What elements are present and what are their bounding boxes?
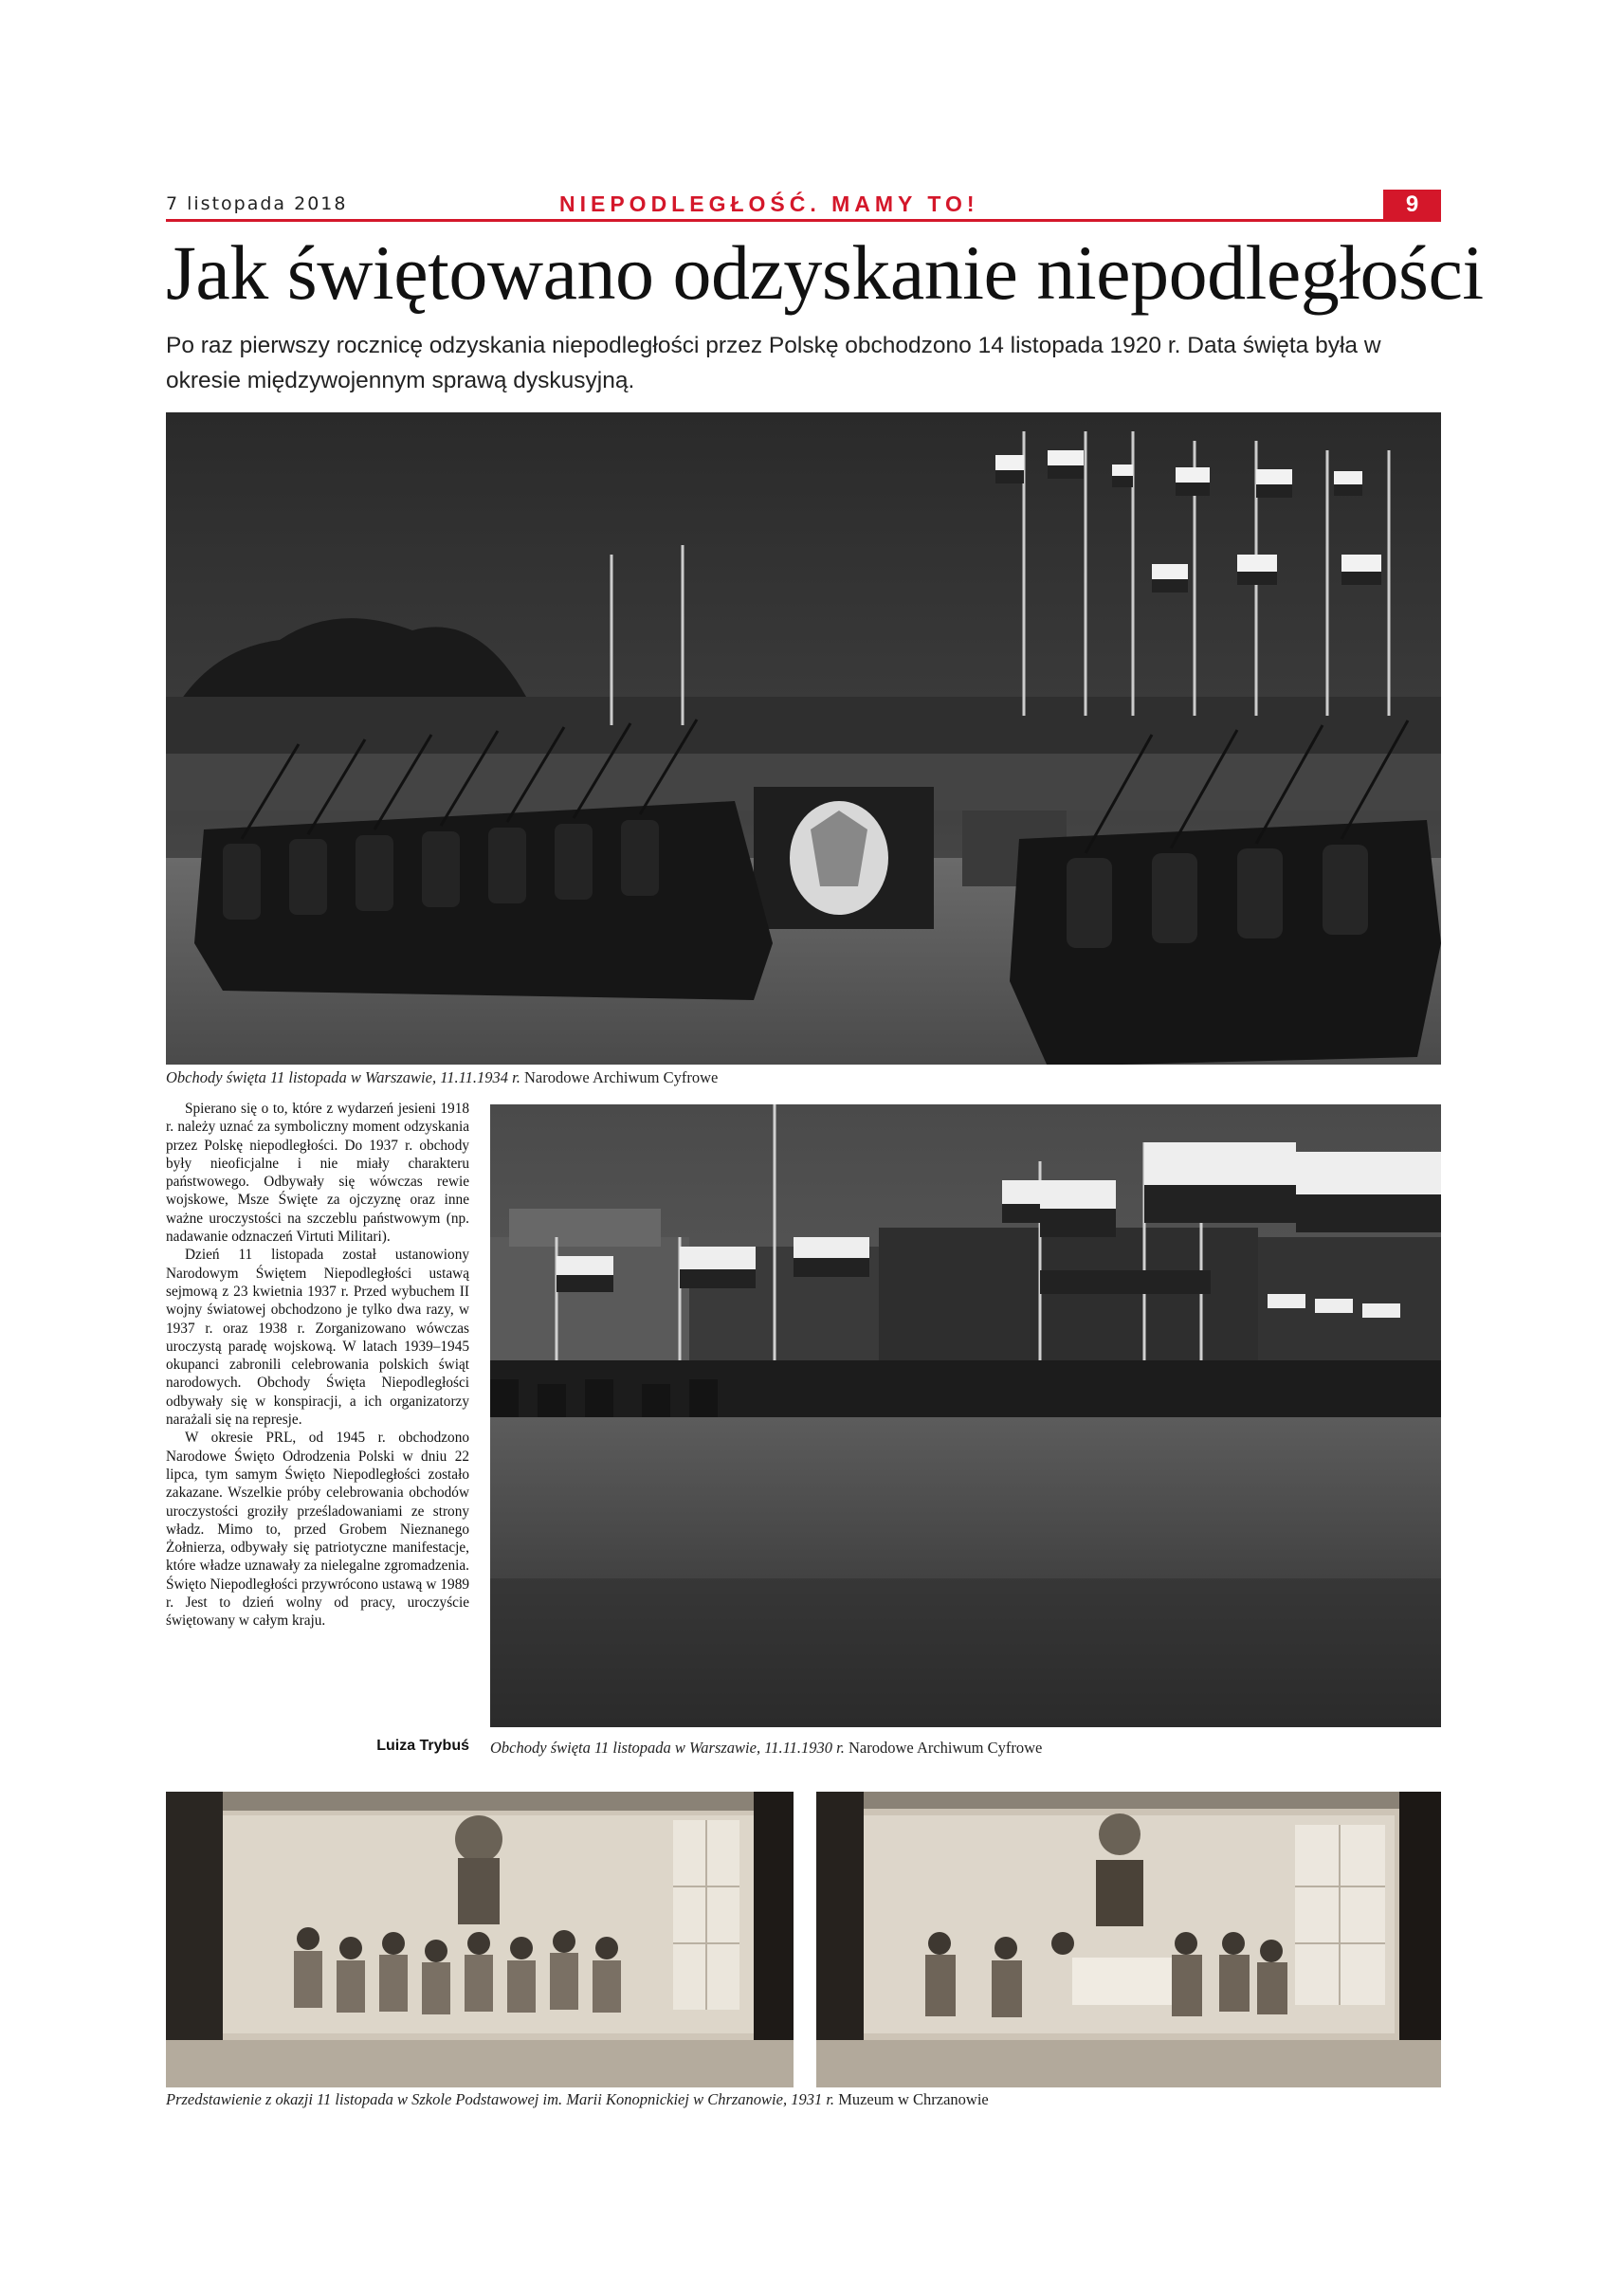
page-number: 9	[1383, 190, 1441, 219]
headline: Jak świętowano odzyskanie niepodległości	[166, 229, 1484, 316]
school-performance-photo-left	[166, 1792, 794, 2087]
lead-paragraph: Po raz pierwszy rocznicę odzyskania niepodległości przez Polskę obchodzono 14 listopada 1920 r. Data święta była w okresie międzywojennym sprawą dyskusyjną.	[166, 333, 1381, 393]
caption-credit: Muzeum w Chrzanowie	[838, 2090, 989, 2108]
photo-caption-1	[166, 1068, 718, 1087]
article-paragraph: Dzień 11 listopada został ustanowiony Narodowym Świętem Niepodległości ustawą sejmową z 23 kwietnia 1937 r. Przed wybuchem II wojny światowej obchodzono je tylko dwa razy, w 1937 r. oraz 1938 r. Zorganizowano wówczas uroczystą paradę wojskową. W latach 1939–1945 okupanci zabronili celebrowania polskich świąt narodowych. Obchody Święta Niepodległości odbywały się w konspiracji, a ich organizatorzy narażali się na represje.	[166, 1247, 469, 1429]
article-paragraph: Spierano się o to, które z wydarzeń jesieni 1918 r. należy uznać za symboliczny moment odzyskania przez Polskę niepodległości. Do 1937 r. obchody były nieoficjalne i nie miały charakteru państwowego. Odbywały się wówczas rewie wojskowe, Msze Święte za ojczyznę oraz inne ważne uroczystości na szczeblu państwowym (np. nadawanie odznaczeń Virtuti Militari).	[166, 1101, 469, 1246]
caption-text: Obchody święta 11 listopada w Warszawie, 11.11.1930 r.	[490, 1739, 845, 1757]
ceremony-photo-1930	[490, 1104, 1441, 1727]
caption-text: Obchody święta 11 listopada w Warszawie, 11.11.1934 r.	[166, 1068, 520, 1086]
caption-credit: Narodowe Archiwum Cyfrowe	[524, 1068, 719, 1086]
caption-text: Przedstawienie z okazji 11 listopada w Szkole Podstawowej im. Marii Konopnickiej w Chrzanowie, 1931 r.	[166, 2090, 835, 2108]
section-title: NIEPODLEGŁOŚĆ. MAMY TO!	[559, 191, 979, 216]
caption-credit: Narodowe Archiwum Cyfrowe	[848, 1739, 1043, 1757]
article-paragraph: W okresie PRL, od 1945 r. obchodzono Narodowe Święto Odrodzenia Polski w dniu 22 lipca, tym samym Święto Niepodległości zostało zakazane. Wszelkie próby celebrowania obchodów uroczystości groziły prześladowaniami ze strony władz. Mimo to, przed Grobem Nieznanego Żołnierza, odbywały się patriotyczne manifestacje, które władze uznawały za nielegalne zgromadzenia. Święto Niepodległości przywrócono ustawą w 1989 r. Jest to dzień wolny od pracy, uroczyście świętowany w całym kraju.	[166, 1430, 469, 1630]
header-rule	[166, 219, 1441, 222]
article-body	[166, 1100, 469, 1631]
photo-caption-3	[166, 2090, 989, 2109]
parade-photo-1934	[166, 412, 1441, 1065]
article-author: Luiza Trybuś	[376, 1738, 469, 1754]
issue-date: 7 listopada 2018	[166, 193, 348, 214]
photo-caption-2	[490, 1739, 1042, 1758]
school-performance-photo-right	[816, 1792, 1441, 2087]
